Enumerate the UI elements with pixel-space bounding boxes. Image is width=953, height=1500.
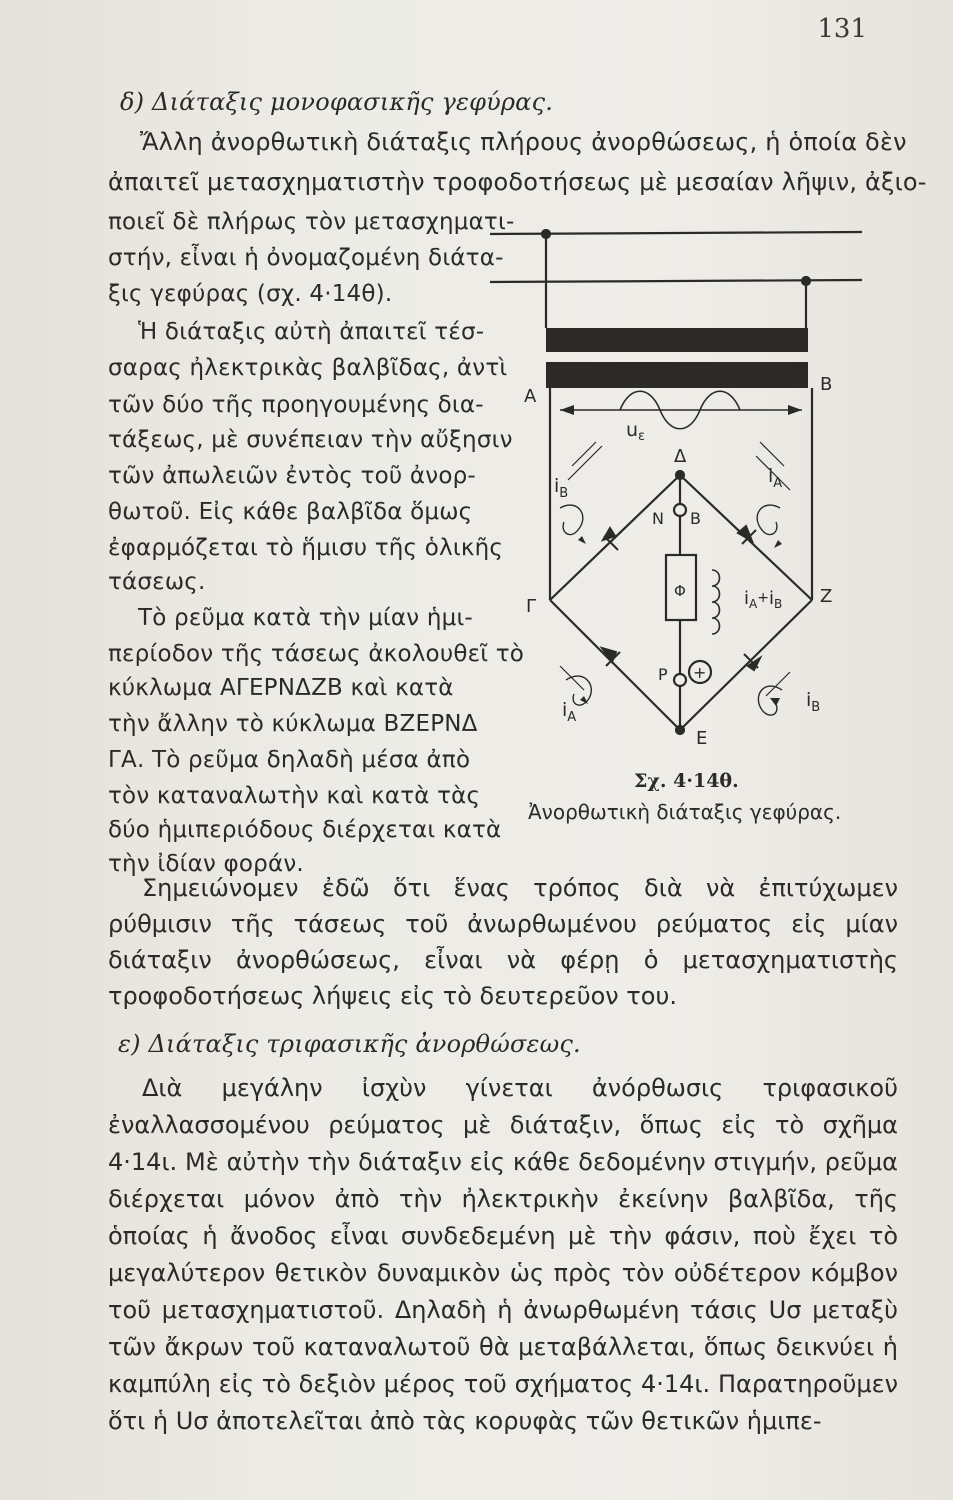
coil [712,570,720,634]
col-line: στήν, εἶναι ἡ ὀνομαζομένη διάτα- [108,245,504,271]
label-ue [626,419,645,444]
section-e-heading: ε) Διάταξις τριφασικῆς ἀνορθώσεως. [118,1030,581,1058]
col-line: Τὸ ρεῦμα κατὰ τὴν μίαν ἡμι- [138,605,473,631]
label-sum-i2: i [768,588,774,609]
label-z: Z [820,586,833,607]
node-p-circle [674,674,686,686]
label-ue-main: u [626,419,639,441]
col-line: τάξεως, μὲ συνέπειαν τὴν αὔξησιν [108,427,513,453]
label-gamma: Γ [526,596,537,617]
label-b-node: B [690,509,701,528]
label-ia-main: i [768,465,774,487]
label-sum-b: B [773,597,783,611]
col-line: τὴν ἄλλην τὸ κύκλωμα ΒΖΕΡΝΔ [108,711,478,737]
label-sum-current [744,588,782,611]
label-sum-i1: i [744,588,750,609]
col-line: Ἡ διάταξις αὐτὴ ἀπαιτεῖ τέσ- [138,319,485,345]
col-line: ξις γεφύρας (σχ. 4·14θ). [108,281,393,307]
section-e-paragraph: Διὰ μεγάλην ἰσχὺν γίνεται ἀνόρθωσις τριφασικοῦ ἐναλλασσομένου ρεύματος μὲ διάταξιν, ὅπως εἰς τὸ σχῆμα 4·14ι. Μὲ αὐτὴν τὴν διάταξιν εἰς κάθε δεδομένην στιγμήν, ρεῦμα διέρχεται μόνον ἀπὸ τὴν ἠλεκτρικὴν ἐκείνην βαλβῖδα, τῆς ὁποίας ἡ ἄνοδος εἶναι συνδεδεμένη μὲ τὴν φάσιν, ποὺ ἔχει τὸ μεγαλύτερον θετικὸν δυναμικὸν ὡς πρὸς τὸν οὐδέτερον κόμβον τοῦ μετασχηματιστοῦ. Δηλαδὴ ἡ ἀνωρθωμένη τάσις Uσ μεταξὺ τῶν ἄκρων τοῦ καταναλωτοῦ θὰ μεταβάλλεται, ὅπως δεικνύει ἡ καμπύλη εἰς τὸ δεξιὸν μέρος τοῦ σχήματος 4·14ι. Παρατηροῦμεν ὅτι ἡ Uσ ἀποτελεῖται ἀπὸ τὰς κορυφὰς τῶν θετικῶν ἡμιπε- [108,1074,898,1435]
label-ia-lower-sub: A [567,710,577,725]
label-ib-lower [806,689,820,715]
current-arrow [770,698,780,706]
label-b: B [820,374,833,395]
bridge-rectifier-figure [490,210,880,770]
label-ia-lower-main: i [562,699,568,721]
col-line: ΓΑ. Τὸ ρεῦμα δηλαδὴ μέσα ἀπὸ [108,747,471,773]
col-line: σαρας ἠλεκτρικὰς βαλβῖδας, ἀντὶ [108,355,508,381]
figure-caption-title: Ἀνορθωτικὴ διάταξις γεφύρας. [528,800,842,824]
current-arrow [774,540,782,548]
label-ib-lower-sub: B [811,700,821,715]
col-line: περίοδον τῆς τάσεως ἀκολουθεῖ τὸ [108,641,525,667]
col-line: θωτοῦ. Εἰς κάθε βαλβῖδα ὅμως [108,499,473,525]
section-e-block [108,1070,898,1440]
label-e: E [696,728,708,749]
intro-line-1: Ἄλλη ἀνορθωτικὴ διάταξις πλήρους ἀνορθώσεως, ἡ ὁποία δὲν [140,128,907,156]
col-line: τῶν ἀπωλειῶν ἐντὸς τοῦ ἀνορ- [108,463,476,489]
diode-upper-right [738,526,756,544]
col-line: ποιεῖ δὲ πλήρως τὸν μετασχηματι- [108,209,515,235]
col-line: κύκλωμα ΑΓΕΡΝΔΖΒ καὶ κατὰ [108,675,454,701]
col-line: τάσεως. [108,569,206,595]
diode-lower-right [744,654,760,670]
figure-caption-number: Σχ. 4·14θ. [634,770,739,792]
label-a: A [524,386,537,407]
current-arrow [578,536,586,544]
label-ib-sub: B [559,486,569,501]
col-line: τὸν καταναλωτὴν καὶ κατὰ τὰς [108,783,481,809]
label-ue-sub: ε [638,429,646,444]
label-p: P [658,665,668,684]
transformer-secondary-bar [546,362,808,388]
page-number: 131 [817,14,867,44]
label-delta: Δ [674,446,687,467]
label-phi: Φ [674,582,686,600]
section-d-heading: δ) Διάταξις μονοφασικῆς γεφύρας. [120,88,554,116]
label-ib [554,475,568,501]
label-sum-a: A [749,597,758,611]
label-ib-main: i [554,475,560,497]
col-line: δύο ἡμιπεριόδους διέρχεται κατὰ [108,817,502,843]
label-ia [768,465,782,491]
current-arrow [580,696,588,704]
col-line: ἐφαρμόζεται τὸ ἥμισυ τῆς ὁλικῆς [108,535,504,561]
col-line: τὴν ἰδίαν φοράν. [108,851,304,877]
label-ib-lower-main: i [806,689,812,711]
label-ia-sub: A [773,476,783,491]
label-n: N [652,509,664,528]
label-plus: + [693,663,707,682]
diode-lower-left [602,648,620,666]
note-paragraph: Σημειώνομεν ἐδῶ ὅτι ἕνας τρόπος διὰ νὰ ἐπιτύχωμεν ρύθμισιν τῆς τάσεως τοῦ ἀνωρθωμένου ρεύματος εἰς μίαν διάταξιν ἀνορθώσεως, εἶναι νὰ φέρῃ ὁ μετασχηματιστὴς τροφοδοτήσεως λήψεις εἰς τὸ δευτερεῦον του. [108,874,898,1010]
node-n-circle [674,504,686,516]
intro-line-2: ἀπαιτεῖ μετασχηματιστὴν τροφοδοτήσεως μὲ μεσαίαν λῆψιν, ἀξιο- [108,168,927,196]
transformer-primary-bar [546,328,808,352]
col-line: τῶν δύο τῆς προηγουμένης δια- [108,392,484,418]
note-paragraph-block [108,870,898,1014]
label-sum-plus: + [757,590,769,606]
